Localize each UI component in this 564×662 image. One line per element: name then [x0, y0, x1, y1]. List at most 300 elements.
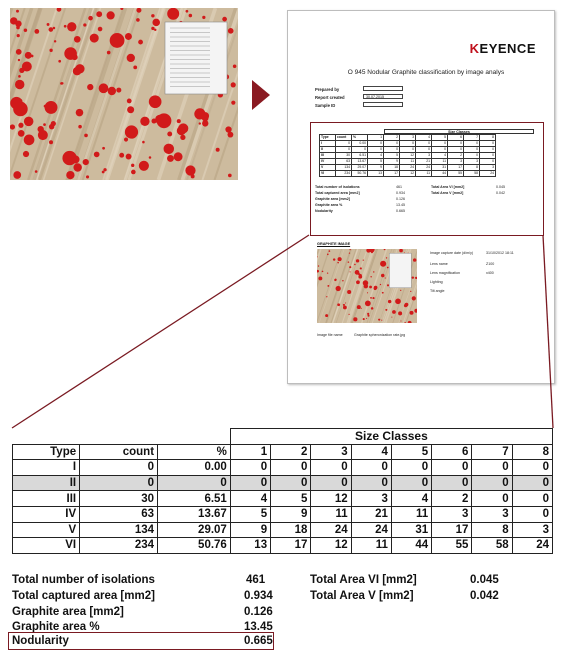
graphite-nodule [228, 28, 234, 34]
size-cell: 3 [351, 491, 391, 507]
graphite-nodule [348, 261, 350, 262]
graphite-nodule [360, 267, 362, 269]
size-cell: 0 [512, 460, 552, 476]
graphite-nodule [415, 277, 417, 279]
graphite-nodule [385, 277, 386, 278]
mini-column-header: count [336, 135, 352, 141]
mini-stat-value: 0.665 [396, 209, 405, 213]
stat-value: 461 [246, 574, 266, 586]
graphite-nodule [149, 95, 162, 108]
graphite-nodule [369, 286, 372, 289]
type-cell: V [13, 522, 80, 538]
graphite-nodule [43, 123, 46, 126]
mini-stat-label: Graphite area [mm2] [315, 197, 350, 201]
percent-cell: 29.07 [158, 522, 231, 538]
graphite-nodule [374, 286, 378, 290]
mini-size-cell: 3 [448, 159, 464, 165]
graphite-nodule [107, 11, 115, 19]
graphite-nodule [343, 304, 345, 306]
graphite-nodule [385, 309, 387, 311]
graphite-nodule [202, 120, 208, 126]
graphite-nodule [133, 66, 137, 70]
mini-size-cell: 4 [368, 153, 384, 159]
graphite-nodule [180, 135, 185, 140]
graphite-nodule [366, 249, 370, 253]
stat-label: Graphite area [mm2] [12, 606, 124, 618]
size-cell: 0 [311, 475, 351, 491]
graphite-nodule [90, 34, 99, 43]
size-cell: 9 [230, 522, 270, 538]
mini-size-cell: 8 [464, 165, 480, 171]
graphite-nodule [18, 75, 21, 78]
graphite-nodule [15, 80, 24, 89]
graphite-nodule [387, 267, 389, 269]
table-row [13, 460, 553, 476]
graphite-nodule [366, 318, 367, 319]
graphite-nodule [10, 17, 17, 24]
graphite-nodule [108, 87, 116, 95]
graphite-nodule [88, 16, 93, 21]
mini-size-cell: 0 [384, 141, 400, 147]
graphite-nodule [127, 99, 132, 104]
size-class-header: 6 [432, 444, 472, 460]
graphite-nodule [54, 40, 56, 42]
mini-stat-label: Total captured area [mm2] [315, 191, 360, 195]
graphite-nodule [381, 320, 382, 321]
graphite-nodule [125, 125, 138, 138]
stat-label: Total captured area [mm2] [12, 590, 155, 602]
graphite-nodule [66, 171, 74, 179]
mini-size-class-header: 3 [400, 135, 416, 141]
type-cell: III [13, 491, 80, 507]
graphite-nodule [357, 305, 361, 309]
graphite-nodule [336, 286, 341, 291]
graphite-nodule [83, 159, 89, 165]
mini-size-class-header: 6 [448, 135, 464, 141]
column-header: % [158, 444, 231, 460]
micrograph-image [10, 8, 238, 180]
mini-size-cell: 0 [480, 147, 496, 153]
table-row [13, 538, 553, 554]
graphite-nodule [318, 276, 322, 280]
mini-size-cell: 0 [416, 141, 432, 147]
graphite-image-title: GRAPHITE IMAGE [317, 242, 351, 246]
graphite-nodule [13, 171, 21, 179]
graphite-nodule [18, 59, 20, 61]
graphite-nodule [392, 310, 396, 314]
mini-percent-cell: 50.76 [352, 171, 368, 177]
mini-size-cell: 12 [400, 153, 416, 159]
graphite-nodule [49, 49, 52, 52]
graphite-nodule [318, 265, 319, 266]
graphite-nodule [202, 16, 205, 19]
meta-label: Tilt angle [430, 289, 445, 293]
mini-size-cell: 0 [464, 141, 480, 147]
graphite-nodule [154, 29, 156, 31]
graphite-nodule [47, 23, 50, 26]
size-cell: 0 [271, 475, 311, 491]
mini-size-cell: 0 [448, 147, 464, 153]
graphite-nodule [138, 40, 143, 45]
mini-size-cell: 17 [448, 165, 464, 171]
mini-stat-value: 461 [396, 185, 402, 189]
mini-count-cell: 0 [336, 147, 352, 153]
percent-cell: 13.67 [158, 506, 231, 522]
graphite-nodule [400, 321, 401, 322]
mini-size-cell: 0 [464, 147, 480, 153]
size-cell: 11 [311, 506, 351, 522]
graphite-nodule [199, 122, 201, 124]
graphite-nodule [399, 249, 403, 252]
size-cell: 0 [512, 475, 552, 491]
graphite-nodule [338, 257, 342, 261]
type-cell: IV [13, 506, 80, 522]
column-header: Type [13, 444, 80, 460]
graphite-nodule [347, 290, 351, 294]
graphite-nodule [413, 258, 416, 261]
size-cell: 13 [230, 538, 270, 554]
graphite-nodule [327, 254, 329, 256]
size-cell: 0 [512, 491, 552, 507]
graphite-nodule [142, 141, 145, 144]
graphite-nodule [127, 54, 135, 62]
graphite-nodule [167, 132, 172, 137]
result-window-overlay [389, 253, 411, 287]
graphite-nodule [359, 274, 362, 277]
mini-stat-label: Total Area VI [mm2] [431, 185, 465, 189]
size-cell: 18 [271, 522, 311, 538]
graphite-nodule [136, 18, 140, 22]
graphite-nodule [49, 140, 53, 144]
table-row [13, 506, 553, 522]
size-cell: 0 [391, 460, 431, 476]
graphite-nodule [378, 319, 380, 321]
graphite-nodule [34, 29, 39, 34]
graphite-nodule [325, 314, 328, 317]
mini-size-cell: 0 [400, 147, 416, 153]
meta-value: x400 [486, 271, 494, 275]
graphite-nodule [125, 33, 132, 40]
graphite-nodule [414, 309, 417, 313]
mini-type-cell: I [320, 141, 336, 147]
brand-logo: KEYENCE [469, 41, 536, 56]
graphite-nodule [45, 101, 58, 114]
mini-stat-value: 0.126 [396, 197, 405, 201]
size-cell: 5 [230, 506, 270, 522]
graphite-nodule [380, 261, 386, 267]
graphite-nodule [37, 126, 43, 132]
graphite-nodule [388, 300, 391, 303]
graphite-nodule [119, 153, 124, 158]
graphite-nodule [86, 175, 89, 178]
mini-type-cell: IV [320, 159, 336, 165]
mini-size-cell: 0 [464, 153, 480, 159]
report-created-field: 30.07.2015 [363, 94, 403, 99]
graphite-nodule [151, 14, 154, 17]
prepared-by-label: Prepared by [315, 87, 340, 92]
graphite-nodule [233, 65, 237, 69]
size-cell: 4 [391, 491, 431, 507]
graphite-nodule [16, 49, 22, 55]
prepared-by-field [363, 86, 403, 91]
mini-size-cell: 4 [432, 153, 448, 159]
graphite-nodule [355, 270, 360, 275]
graphite-nodule [361, 308, 362, 309]
size-cell: 44 [391, 538, 431, 554]
size-class-header: 8 [512, 444, 552, 460]
mini-size-cell: 0 [432, 141, 448, 147]
graphite-nodule [19, 68, 24, 73]
graphite-nodule [382, 292, 384, 294]
graphite-nodule [13, 102, 28, 117]
size-class-header: 7 [472, 444, 512, 460]
mini-type-cell: V [320, 165, 336, 171]
graphite-nodule [131, 170, 136, 175]
size-cell: 0 [472, 491, 512, 507]
mini-size-cell: 31 [432, 165, 448, 171]
size-cell: 21 [351, 506, 391, 522]
mini-stat-value: 13.45 [396, 203, 405, 207]
graphite-nodule [126, 154, 132, 160]
mini-stat-value: 0.045 [496, 185, 505, 189]
report-created-label: Report created [315, 95, 345, 100]
size-cell: 0 [472, 460, 512, 476]
mini-size-cell: 0 [480, 141, 496, 147]
meta-value: Z100 [486, 262, 495, 266]
meta-value: 31/10/2012 18:11 [486, 251, 514, 255]
graphite-nodule [139, 161, 149, 171]
file-name-label: Image file name [317, 333, 343, 337]
graphite-nodule [356, 259, 359, 262]
graphite-nodule [127, 106, 134, 113]
mini-size-cell: 55 [448, 171, 464, 177]
size-cell: 0 [432, 475, 472, 491]
graphite-nodule [10, 124, 15, 129]
mini-type-cell: III [320, 153, 336, 159]
mini-count-cell: 134 [336, 165, 352, 171]
graphite-nodule [322, 271, 324, 273]
size-cell: 5 [271, 491, 311, 507]
graphite-nodule [327, 273, 328, 274]
mini-size-class-header: 7 [464, 135, 480, 141]
mini-size-classes-header: Size Classes [384, 129, 534, 134]
mini-size-cell: 0 [368, 147, 384, 153]
graphite-nodule [363, 260, 364, 261]
mini-size-cell: 0 [416, 147, 432, 153]
size-class-header: 3 [311, 444, 351, 460]
graphite-nodule [78, 125, 82, 129]
graphite-nodule [349, 253, 350, 254]
graphite-nodule [326, 296, 327, 297]
graphite-nodule [353, 317, 357, 321]
graphite-nodule [404, 304, 407, 307]
mini-size-cell: 5 [384, 153, 400, 159]
graphite-nodule [140, 117, 149, 126]
mini-size-cell: 24 [416, 165, 432, 171]
graphite-nodule [367, 292, 368, 293]
size-classes-header: Size Classes [230, 429, 552, 445]
size-cell: 12 [311, 491, 351, 507]
size-cell: 12 [311, 538, 351, 554]
mini-percent-cell: 6.51 [352, 153, 368, 159]
size-cell: 0 [391, 475, 431, 491]
graphite-nodule [231, 101, 235, 105]
graphite-nodule [371, 307, 374, 310]
graphite-nodule [334, 279, 336, 281]
meta-label: Lens magnification [430, 271, 460, 275]
mini-type-cell: II [320, 147, 336, 153]
graphite-nodule [343, 306, 347, 310]
mini-size-cell: 13 [368, 171, 384, 177]
size-cell: 0 [512, 506, 552, 522]
graphite-nodule [384, 249, 386, 250]
count-cell: 63 [80, 506, 158, 522]
meta-label: Lighting [430, 280, 443, 284]
graphite-nodule [367, 315, 369, 317]
graphite-nodule [380, 284, 381, 285]
mini-percent-cell: 13.67 [352, 159, 368, 165]
graphite-nodule [94, 152, 100, 158]
graphite-nodule [337, 303, 340, 306]
mini-size-cell: 11 [400, 159, 416, 165]
mini-size-cell: 0 [480, 153, 496, 159]
mini-column-header: Type [320, 135, 336, 141]
size-cell: 9 [271, 506, 311, 522]
graphite-nodule [354, 264, 355, 265]
graphite-nodule [167, 155, 174, 162]
meta-label: Lens name [430, 262, 448, 266]
graphite-nodule [23, 151, 29, 157]
size-cell: 17 [271, 538, 311, 554]
mini-size-cell: 0 [384, 147, 400, 153]
size-cell: 4 [230, 491, 270, 507]
graphite-nodule [136, 8, 141, 13]
size-cell: 24 [311, 522, 351, 538]
stat-value: 0.126 [244, 606, 273, 618]
graphite-nodule [57, 8, 62, 12]
graphite-nodule [177, 119, 181, 123]
graphite-nodule [131, 164, 134, 167]
count-cell: 30 [80, 491, 158, 507]
size-cell: 24 [512, 538, 552, 554]
graphite-nodule [60, 82, 63, 85]
graphite-nodule [410, 291, 411, 292]
graphite-nodule [75, 64, 84, 73]
mini-size-cell: 12 [400, 171, 416, 177]
mini-stat-label: Total number of isolations [315, 185, 360, 189]
count-cell: 134 [80, 522, 158, 538]
graphite-nodule [231, 82, 236, 87]
graphite-nodule [363, 318, 365, 320]
graphite-nodule [152, 19, 160, 27]
mini-stat-value: 0.042 [496, 191, 505, 195]
mini-size-class-header: 1 [368, 135, 384, 141]
mini-size-cell: 44 [432, 171, 448, 177]
graphite-nodule [216, 148, 220, 152]
stat-label: Graphite area % [12, 621, 100, 633]
percent-cell: 0 [158, 475, 231, 491]
graphite-nodule [24, 117, 34, 127]
graphite-nodule [370, 276, 372, 277]
size-cell: 11 [351, 538, 391, 554]
report-title: O 945 Nodular Graphite classification by image analys [347, 69, 505, 76]
mini-size-cell: 9 [368, 165, 384, 171]
graphite-nodule [363, 280, 369, 285]
graphite-nodule [317, 270, 319, 273]
stat-label: Total Area V [mm2] [310, 590, 414, 602]
stat-value: 0.934 [244, 590, 273, 602]
type-cell: II [13, 475, 80, 491]
graphite-nodule [349, 266, 351, 268]
graphite-nodule [410, 311, 414, 315]
graphite-nodule [345, 302, 346, 303]
graphite-nodule [49, 27, 54, 32]
graphite-nodule [367, 313, 369, 315]
graphite-nodule [62, 151, 76, 165]
graphite-nodule [35, 170, 38, 173]
graphite-nodule [185, 165, 195, 175]
graphite-nodule [348, 314, 349, 315]
graphite-nodule [96, 11, 102, 17]
graphite-nodule [329, 250, 331, 252]
mini-percent-cell: 0.00 [352, 141, 368, 147]
graphite-nodule [99, 83, 109, 93]
graphite-nodule [110, 33, 125, 48]
mini-percent-cell: 29.07 [352, 165, 368, 171]
mini-size-cell: 11 [432, 159, 448, 165]
graphite-nodule [189, 14, 193, 18]
type-cell: VI [13, 538, 80, 554]
graphite-nodule [333, 258, 335, 260]
size-cell: 11 [391, 506, 431, 522]
size-cell: 55 [432, 538, 472, 554]
graphite-nodule [327, 285, 329, 287]
mini-size-cell: 0 [368, 141, 384, 147]
graphite-nodule [73, 163, 81, 171]
mini-size-cell: 24 [480, 171, 496, 177]
mini-count-cell: 0 [336, 141, 352, 147]
graphite-nodule [51, 121, 56, 126]
stat-label: Total number of isolations [12, 574, 155, 586]
graphite-nodule [25, 52, 32, 59]
graphite-nodule [24, 28, 27, 31]
sample-id-label: Sample ID [315, 103, 336, 108]
size-cell: 0 [351, 475, 391, 491]
graphite-nodule [381, 274, 385, 278]
graphite-nodule [83, 23, 86, 26]
size-cell: 0 [311, 460, 351, 476]
mini-size-cell: 5 [368, 159, 384, 165]
mini-size-cell: 58 [464, 171, 480, 177]
graphite-nodule [398, 311, 402, 315]
graphite-nodule [149, 156, 152, 159]
graphite-nodule [167, 8, 179, 20]
table-row [13, 491, 553, 507]
stat-value: 0.665 [244, 635, 273, 647]
mini-size-cell: 0 [432, 147, 448, 153]
table-row [13, 475, 553, 491]
mini-size-cell: 17 [384, 171, 400, 177]
mini-count-cell: 234 [336, 171, 352, 177]
arrow-right-icon [252, 80, 270, 115]
mini-size-cell: 2 [448, 153, 464, 159]
graphite-nodule [400, 290, 401, 291]
size-cell: 24 [351, 522, 391, 538]
graphite-nodule [356, 280, 360, 284]
mini-size-cell: 9 [384, 159, 400, 165]
count-cell: 234 [80, 538, 158, 554]
graphite-nodule [98, 27, 103, 32]
